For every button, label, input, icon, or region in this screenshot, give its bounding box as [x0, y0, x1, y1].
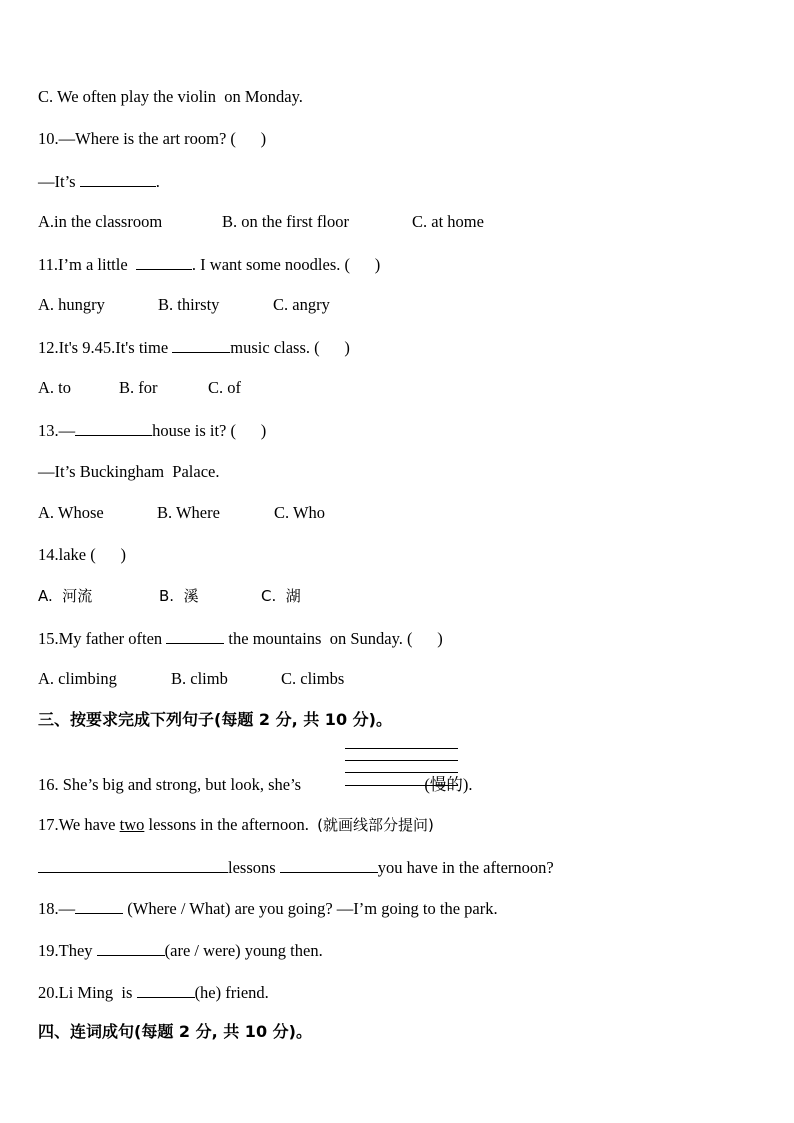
q10-option-c: C. at home	[412, 212, 484, 231]
q15-question: 15.My father often the mountains on Sunday. ( )	[38, 629, 443, 648]
q13-answer-line: —It’s Buckingham Palace.	[38, 462, 220, 481]
q16-question: 16. She’s big and strong, but look, she’s (慢的).	[38, 775, 473, 794]
q20-blank[interactable]	[137, 982, 195, 998]
q10-answer-line: —It’s .	[38, 172, 160, 191]
q10-question: 10.—Where is the art room? ( )	[38, 129, 267, 148]
q16-blank-line	[345, 748, 458, 749]
q17-blank-1[interactable]	[38, 857, 228, 873]
q19-blank[interactable]	[97, 940, 165, 956]
q13-option-a: A. Whose	[38, 503, 104, 522]
q10-blank[interactable]	[80, 171, 156, 187]
q17-answer-line: lessons you have in the afternoon?	[38, 857, 554, 878]
q13-option-b: B. Where	[157, 503, 220, 522]
q12-option-b: B. for	[119, 378, 158, 397]
q15-option-c: C. climbs	[281, 669, 345, 688]
section-4-heading: 四、连词成句(每题 2 分, 共 10 分)。	[38, 1022, 312, 1041]
q17-question: 17.We have two lessons in the afternoon. (就画线部分提问)	[38, 815, 434, 834]
q14-option-c: C. 湖	[261, 587, 301, 605]
q15-blank[interactable]	[166, 628, 224, 644]
q10-option-b: B. on the first floor	[222, 212, 349, 231]
q19-question: 19.They (are / were) young then.	[38, 941, 323, 960]
q14-option-b: B. 溪	[159, 587, 199, 605]
q10-option-a: A.in the classroom	[38, 212, 163, 231]
q13-option-c: C. Who	[274, 503, 326, 522]
q11-option-a: A. hungry	[38, 295, 105, 314]
q11-option-c: C. angry	[273, 295, 330, 314]
q15-option-a: A. climbing	[38, 669, 117, 688]
q11-option-b: B. thirsty	[158, 295, 220, 314]
q17-instruction: (就画线部分提问)	[317, 816, 434, 834]
q14-option-a: A. 河流	[38, 587, 93, 605]
q11-blank[interactable]	[136, 254, 192, 270]
q13-question: 13.— house is it? ( )	[38, 421, 267, 440]
q9-option-c: C. We often play the violin on Monday.	[38, 87, 303, 106]
q12-option-c: C. of	[208, 378, 241, 397]
q12-blank[interactable]	[172, 337, 230, 353]
q18-question: 18.— (Where / What) are you going? —I’m going to the park.	[38, 899, 498, 918]
q16-blank-line	[345, 760, 458, 761]
q11-question: 11.I’m a little . I want some noodles. ( )	[38, 255, 381, 274]
q12-question: 12.It's 9.45.It's time music class. ( )	[38, 338, 350, 357]
section-3-heading: 三、按要求完成下列句子(每题 2 分, 共 10 分)。	[38, 710, 392, 729]
q18-blank[interactable]	[75, 898, 123, 914]
q20-question: 20.Li Ming is (he) friend.	[38, 983, 269, 1002]
q17-underlined-word: two	[119, 815, 145, 834]
q14-question: 14.lake ( )	[38, 545, 126, 564]
q17-blank-2[interactable]	[280, 857, 378, 873]
q13-blank[interactable]	[75, 420, 152, 436]
q16-blank-line	[345, 772, 458, 773]
q15-option-b: B. climb	[171, 669, 228, 688]
q12-option-a: A. to	[38, 378, 71, 397]
